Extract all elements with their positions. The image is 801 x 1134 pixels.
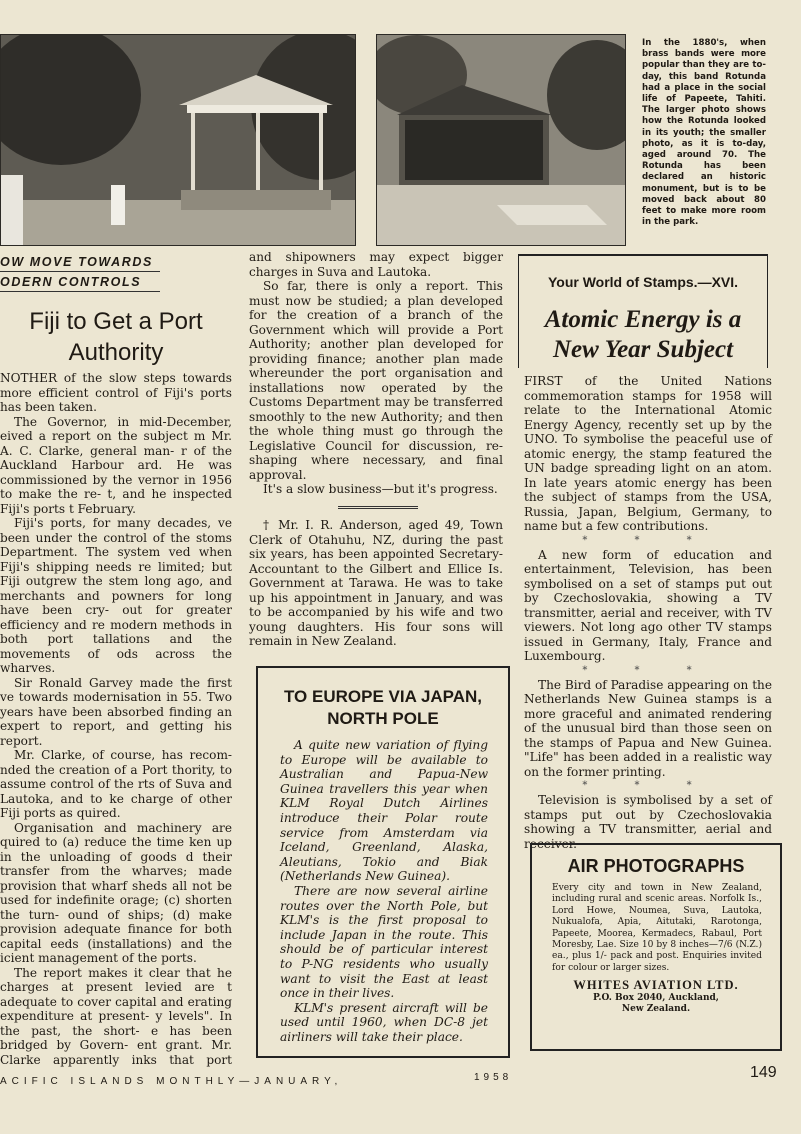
page-number: 149 bbox=[750, 1064, 777, 1081]
photo-rotunda-today bbox=[376, 34, 626, 246]
article-paragraph: NOTHER of the slow steps towards more efficient control of Fiji's ports has been taken. bbox=[0, 371, 232, 414]
article-kicker-line-2: ODERN CONTROLS bbox=[0, 274, 160, 292]
article-paragraph: Fiji's ports, for many decades, ve been under the control of the stoms Department. The system ved when Fiji's shipping needs re limited; but Fiji outgrew the stem long ago, and merchants and powners for long have been cry- out for greater efficiency and re modern methods in both port tallations and the movements of ods across the wharves. bbox=[0, 516, 232, 675]
article-paragraph: Organisation and machinery are quired to (a) reduce the time ken up in the unloading of goods d their transfer from the wharves; made provision that wharf sheds all not be used for indefinite orage; (c) shorten the turn- ound of ships; (d) make provision adequate finance for both capital eeds (installations) and the icient management of the ports. bbox=[0, 820, 232, 965]
klm-paragraph: There are now several airline routes over the North Pole, but KLM's is the first proposal to include Japan in the route. This should be of particular interest to P-NG residents who usually want to visit the East at least once in their lives. bbox=[280, 883, 488, 1001]
rotunda-old-illustration bbox=[1, 35, 355, 245]
article-paragraph: It's a slow business—but it's progress. bbox=[263, 482, 498, 496]
stamps-series-title: Your World of Stamps.—XVI. bbox=[547, 274, 739, 290]
anderson-note: † Mr. I. R. Anderson, aged 49, Town Clerk of Otahuhu, NZ, during the past six years, has been appointed Secretary-Accountant to the Gilbert and Ellice Is. Government at Tarawa. He was to take up his appointment in January, and was to be accompanied by his wife and two young daughters. His four sons will remain in New Zealand. bbox=[249, 518, 503, 648]
stamps-headline-line-1: Atomic Energy is a bbox=[544, 306, 742, 333]
ad-address-line-2: New Zealand. bbox=[621, 1004, 691, 1015]
footer-publication: ACIFIC ISLANDS MONTHLY—JANUARY, bbox=[0, 1076, 343, 1087]
article-paragraph: So far, there is only a report. This must now be studied; a plan developed for the creation of a branch of the Government which will provide a Port Authority; another plan developed for providing finance; another plan made whereunder the port organisation and installations now operated by the Customs Department may be transferred smoothly to the new Authority; and then the whole thing must go through the Legislative Council for discussion, re-shaping where necessary, and final approval. bbox=[249, 279, 503, 482]
ad-text: Every city and town in New Zealand, including rural and scenic areas. Norfolk Is., Lord Howe, Noumea, Suva, Lautoka, Nukualofa, Apia, Aitutaki, Rarotonga, Papeete, Moorea, Kermadecs, Rabaul, Port Moresby, Lae. Size 10 by 8 inches—7/6 (N.Z.) ea., plus 1/- pack and post. Enquiries invited for colour or larger sizes. bbox=[552, 883, 762, 973]
article-paragraph: Sir Ronald Garvey made the first ve towards modernisation in 55. Two years have been absorbed finding an expert to report, and getting his report. bbox=[0, 675, 232, 748]
article-kicker-line-1: OW MOVE TOWARDS bbox=[0, 254, 160, 272]
article-headline-line-2: Authority bbox=[68, 339, 164, 366]
stamps-body bbox=[524, 374, 772, 851]
article-paragraph: Mr. Clarke, of course, has recom- nded the creation of a Port thority, to assume control of the rts of Suva and Lautoka, and to ke charge of other Fiji ports as quired. bbox=[0, 748, 232, 820]
article-headline-line-1: Fiji to Get a Port bbox=[29, 308, 203, 335]
separator: * * * bbox=[582, 664, 714, 676]
klm-title-line-2: NORTH POLE bbox=[327, 709, 439, 728]
stamps-paragraph: FIRST of the United Nations commemoration stamps for 1958 will relate to the International Atomic Energy Agency, recently set up by the UNO. To symbolise the peaceful use of atomic energy, the stamp featured the UN badge spreading light on an atom. In late years atomic energy has been the subject of stamps from the USA, Russia, Japan, Belgium, Germany, to name but a few contributions. bbox=[524, 374, 772, 533]
article-body-column-2 bbox=[249, 250, 503, 497]
stamps-paragraph: Television is symbolised by a set of stamps put out by Czechoslovakia showing a TV transmitter, aerial and receiver. bbox=[524, 793, 772, 851]
article-paragraph: The report makes it clear that he charges at present levied are t adequate to cover capital and erating expenditure at present- y levels". In the past, the short- e has been bridged by Govern- ent grant. Mr. Clarke apparently inks that port bbox=[0, 965, 232, 1067]
klm-paragraph: A quite new variation of flying to Europe will be available to Australian and Papua-New Guinea travellers this year when KLM Royal Dutch Airlines introduce their Polar route service from Amsterdam via Iceland, Greenland, Alaska, Aleutians, Tokio and Biak (Netherlands New Guinea). bbox=[280, 738, 488, 884]
footer-year: 1958 bbox=[474, 1072, 513, 1083]
ad-title: AIR PHOTOGRAPHS bbox=[567, 856, 745, 876]
photo-caption: In the 1880's, when brass bands were more popular than they are to-day, this band Rotunda had a place in the social life of Papeete, Tahiti. The larger photo shows how the Rotunda looked in its youth; the smaller photo, as it is to-day, aged around 70. The Rotunda has been declared an historic monument, but is to be moved back about 80 feet to make more room in the park. bbox=[642, 38, 766, 228]
article-body-column-1 bbox=[0, 371, 232, 1067]
klm-title-line-1: TO EUROPE VIA JAPAN, bbox=[283, 687, 483, 706]
article-paragraph: The Governor, in mid-December, eived a report on the subject m Mr. A. C. Clarke, general man- r of the Auckland Harbour ard. He was commissioned by the vernor in 1956 to make the re- t, and he inspected Fiji's ports t February. bbox=[0, 414, 232, 516]
air-photographs-ad bbox=[530, 843, 782, 1051]
photo-rotunda-old bbox=[0, 34, 356, 246]
stamps-headline-line-2: New Year Subject bbox=[552, 336, 734, 363]
stamps-header-box bbox=[518, 254, 768, 368]
klm-body bbox=[280, 738, 488, 1044]
separator: * * * bbox=[582, 534, 714, 546]
klm-box bbox=[256, 666, 510, 1058]
rotunda-today-illustration bbox=[377, 35, 625, 245]
klm-paragraph: KLM's present aircraft will be used until 1960, when DC-8 jet airliners will take their place. bbox=[280, 1000, 488, 1044]
article-paragraph: and shipowners may expect bigger charges in Suva and Lautoka. bbox=[249, 250, 503, 279]
stamps-paragraph: A new form of education and entertainment, Television, has been symbolised on a set of stamps put out by Czechoslovakia, showing a TV transmitter, aerial and receiver, with TV viewers. Not long ago other TV stamps issued in Germany, Italy, France and Luxembourg. bbox=[524, 547, 772, 663]
separator: * * * bbox=[582, 780, 714, 791]
ad-address-line-1: P.O. Box 2040, Auckland, bbox=[593, 993, 719, 1004]
column-divider bbox=[338, 506, 418, 509]
ad-company: WHITES AVIATION LTD. bbox=[573, 978, 739, 993]
stamps-paragraph: The Bird of Paradise appearing on the Netherlands New Guinea stamps is a more graceful and animated rendering of the unusual bird than those seen on the stamps of Papua and New Guinea. "Life" has been added in a realistic way on the former printing. bbox=[524, 677, 772, 779]
